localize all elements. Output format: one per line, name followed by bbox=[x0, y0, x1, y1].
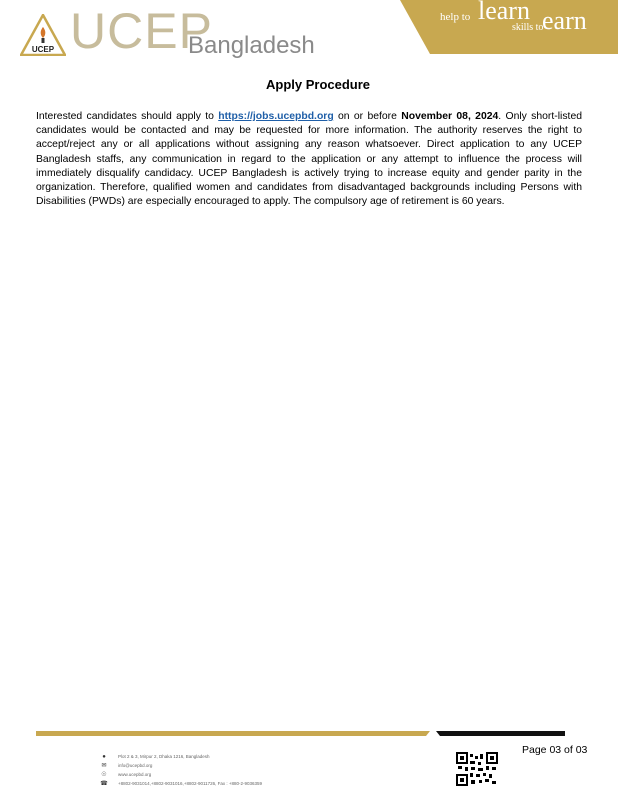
address-text: Plot 2 & 3, Mirpur 2, Dhaka 1216, Bangladesh bbox=[118, 754, 210, 759]
body-intro: Interested candidates should apply to bbox=[36, 111, 219, 122]
location-pin-icon: ● bbox=[102, 753, 106, 760]
phone-text: +8802-9031014,+8802-9031016,+8802-9011726, Fax : +880-2-9036359 bbox=[118, 781, 263, 786]
phone-icon: ☎ bbox=[100, 781, 108, 787]
body-rest: . Only short-listed candidates would be contacted and may be requested for more information. The authority reserves the right to accept/reject any or all applications without assigning any reason whatsoever. Direct application to any UCEP Bangladesh staffs, any communication in regard to the application or any attempt to influence the process will immediately disqualify candidacy. UCEP Bangladesh is actively trying to increase equity and gender parity in the organization. Therefore, qualified women and candidates from disadvantaged backgrounds including Persons with Disabilities (PWDs) are especially encouraged to apply. The compulsory age of retirement is 60 years. bbox=[36, 111, 583, 208]
phone-row bbox=[100, 779, 262, 788]
page-number: Page 03 of 03 bbox=[522, 744, 588, 756]
email-text: info@ucepbd.org bbox=[118, 763, 153, 768]
apply-procedure-paragraph bbox=[36, 110, 582, 209]
globe-icon: ☉ bbox=[101, 772, 107, 778]
page-header bbox=[0, 0, 618, 62]
logo-badge-text: UCEP bbox=[31, 45, 55, 54]
deadline-date: November 08, 2024 bbox=[401, 111, 499, 122]
tagline-learn: learn bbox=[478, 0, 530, 25]
footer-contacts bbox=[100, 752, 262, 788]
qr-code-icon bbox=[456, 752, 498, 786]
tagline-skills: skills to bbox=[512, 22, 544, 33]
footer-divider bbox=[0, 728, 618, 738]
website-row bbox=[100, 770, 262, 779]
tagline-earn: earn bbox=[542, 6, 587, 35]
website-text: www.ucepbd.org bbox=[118, 772, 152, 777]
tagline-help: help to bbox=[440, 11, 471, 23]
section-title: Apply Procedure bbox=[265, 77, 371, 92]
application-link[interactable]: https://jobs.ucepbd.org bbox=[218, 111, 334, 122]
brand-country: Bangladesh bbox=[188, 32, 315, 59]
brand-name: UCEP bbox=[70, 3, 213, 59]
envelope-icon: ✉ bbox=[101, 763, 107, 769]
ucep-logo-icon bbox=[20, 14, 66, 56]
body-mid: on or before bbox=[333, 111, 402, 122]
email-row bbox=[100, 761, 262, 770]
address-row bbox=[100, 752, 262, 761]
